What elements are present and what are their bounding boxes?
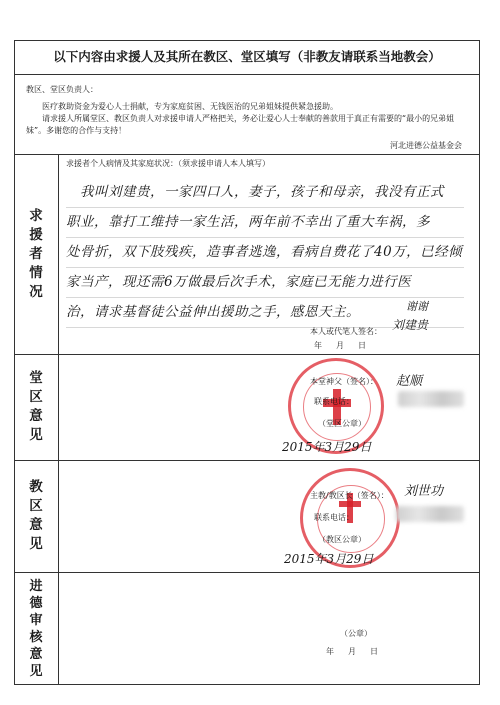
statement-line: 我叫刘建贵，一家四口人，妻子，孩子和母亲，我没有正式 <box>66 178 464 208</box>
divider <box>58 154 59 685</box>
diocese-head-label: 主教/教区长（签名）： <box>310 491 389 500</box>
divider <box>14 354 480 355</box>
officials-label: 教区、堂区负责人： <box>26 85 98 94</box>
jinde-side-label: 进 德 审 核 意 见 <box>29 578 43 679</box>
divider <box>14 572 480 573</box>
applicant-statement <box>66 178 464 328</box>
divider <box>14 74 480 75</box>
foundation-name: 河北进德公益基金会 <box>390 141 462 150</box>
diocese-head-signature: 刘世功 <box>404 484 444 499</box>
statement-line: 职业，靠打工维持一家生活，两年前不幸出了重大车祸，多 <box>66 208 464 238</box>
statement-line: 治，请求基督徒公益伸出援助之手，感恩天主。 <box>66 298 464 328</box>
thanks-text: 谢谢 <box>406 300 428 313</box>
jinde-stamp-label: （公章） <box>340 629 372 638</box>
applicant-side-label: 求 援 者 情 况 <box>29 207 43 300</box>
jinde-date: 年月日 <box>326 647 392 656</box>
priest-label: 本堂神父（签名）： <box>310 377 378 386</box>
statement-line: 家当产，现还需6万做最后次手术，家庭已无能力进行医 <box>66 268 464 298</box>
applicant-signature: 刘建贵 <box>392 318 429 332</box>
parish-side-label: 堂 区 意 见 <box>29 370 43 443</box>
intro-line: 医疗救助资金为爱心人士捐献，专为家庭贫困、无钱医治的兄弟姐妹提供紧急援助。 <box>42 102 338 111</box>
priest-signature: 赵顺 <box>396 374 423 389</box>
diocese-contact-label: 联系电话： <box>314 513 354 522</box>
form-title: 以下内容由求援人及其所在教区、堂区填写（非教友请联系当地教会） <box>53 49 441 64</box>
intro-text <box>26 101 466 137</box>
statement-line: 处骨折，双下肢残疾，造事者逃逸，看病自费花了40万，已经倾 <box>66 238 464 268</box>
diocese-date: 2015年3月29日 <box>284 552 374 566</box>
signature-label: 本人或代笔人签名： <box>310 327 382 336</box>
divider <box>14 460 480 461</box>
intro-line: 请求援人所属堂区、教区负责人对求援申请人严格把关，务必让爱心人士奉献的善款用于真正有需要的“最小的兄弟姐妹”。多谢您的合作与支持！ <box>26 114 455 135</box>
diocese-side-label: 教 区 意 见 <box>29 479 43 552</box>
parish-date: 2015年3月29日 <box>282 440 372 454</box>
applicant-date: 年月日 <box>314 341 380 350</box>
diocese-stamp-label: （教区公章） <box>318 535 366 544</box>
applicant-hint: 求援者个人病情及其家庭状况：（须求援申请人本人填写） <box>66 159 270 168</box>
redacted-phone <box>396 506 464 522</box>
divider <box>14 154 480 155</box>
parish-contact-label: 联系电话： <box>314 397 354 406</box>
parish-stamp-label: （堂区公章） <box>318 419 366 428</box>
redacted-phone <box>398 391 464 407</box>
